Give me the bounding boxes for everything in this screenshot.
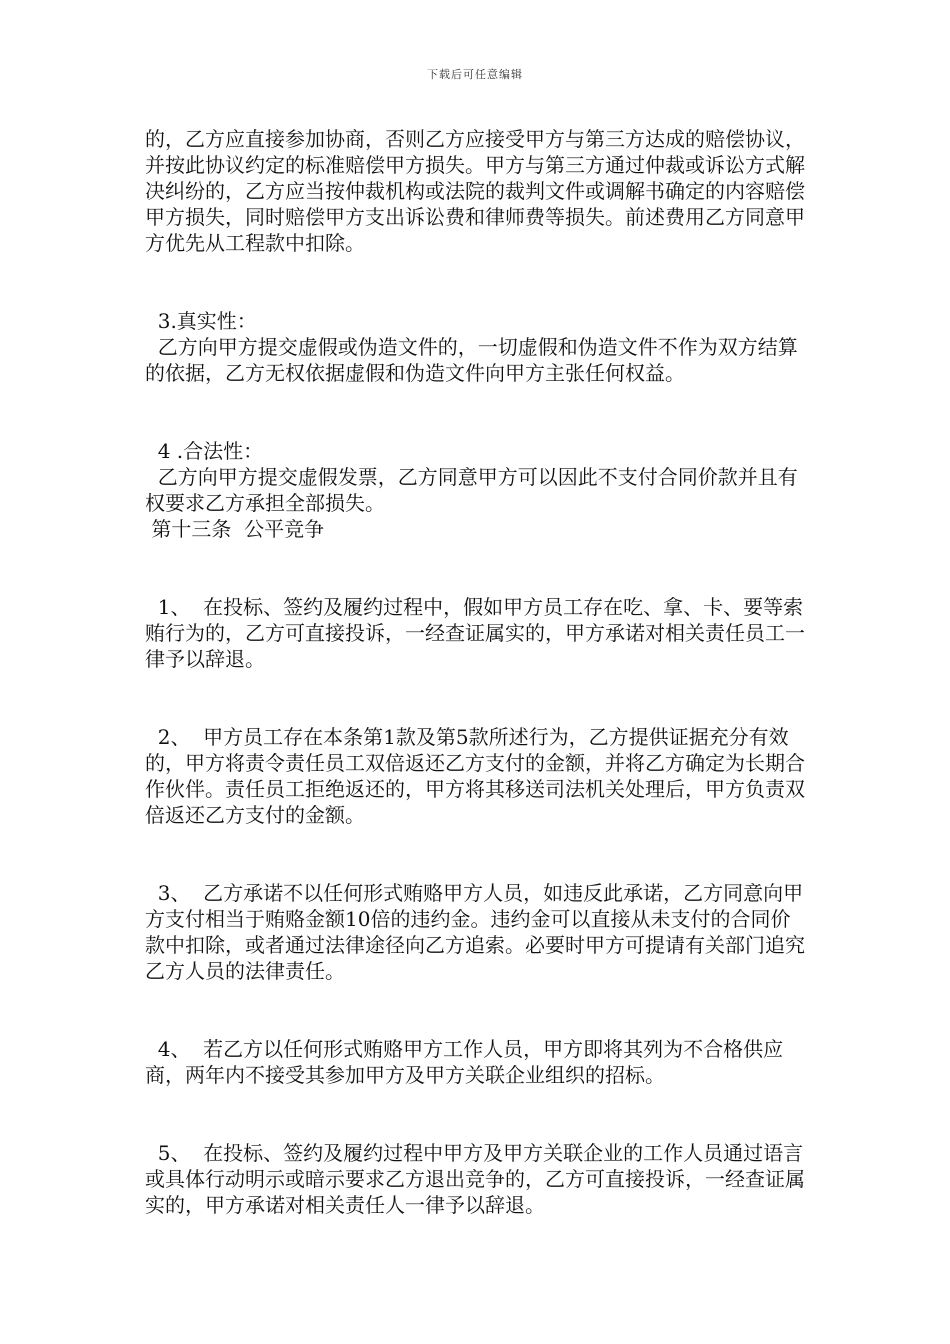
clause-2: 2、 甲方员工存在本条第1款及第5款所述行为，乙方提供证据充分有效的，甲方将责令责任员工双倍返还乙方支付的金额，并将乙方确定为长期合作伙伴。责任员工拒绝返还的，甲方将其移送司法机关处理后，甲方负责双倍返还乙方支付的金额。 bbox=[145, 725, 805, 827]
page-header: 下载后可任意编辑 bbox=[427, 68, 523, 81]
paragraph-legality: 乙方向甲方提交虚假发票，乙方同意甲方可以因此不支付合同价款并且有权要求乙方承担全部损失。 bbox=[145, 465, 798, 515]
paragraph-authenticity: 乙方向甲方提交虚假或伪造文件的，一切虚假和伪造文件不作为双方结算的依据，乙方无权依据虚假和伪造文件向甲方主张任何权益。 bbox=[145, 335, 798, 385]
clause-4: 4、 若乙方以任何形式贿赂甲方工作人员，甲方即将其列为不合格供应商，两年内不接受其参加甲方及甲方关联企业组织的招标。 bbox=[145, 1037, 784, 1087]
clause-1: 1、 在投标、签约及履约过程中，假如甲方员工存在吃、拿、卡、要等索贿行为的，乙方可直接投诉，一经查证属实的，甲方承诺对相关责任员工一律予以辞退。 bbox=[145, 595, 805, 671]
paragraph-compensation: 的，乙方应直接参加协商，否则乙方应接受甲方与第三方达成的赔偿协议，并按此协议约定的标准赔偿甲方损失。甲方与第三方通过仲裁或诉讼方式解决纠纷的，乙方应当按仲裁机构或法院的裁判文件或调解书确定的内容赔偿甲方损失，同时赔偿甲方支出诉讼费和律师费等损失。前述费用乙方同意甲方优先从工程款中扣除。 bbox=[145, 127, 805, 255]
heading-legality: 4 .合法性： bbox=[145, 439, 264, 463]
document-body bbox=[145, 126, 810, 1218]
clause-3: 3、 乙方承诺不以任何形式贿赂甲方人员，如违反此承诺，乙方同意向甲方支付相当于贿赂金额10倍的违约金。违约金可以直接从未支付的合同价款中扣除，或者通过法律途径向乙方追索。必要时甲方可提请有关部门追究乙方人员的法律责任。 bbox=[145, 881, 805, 983]
clause-5: 5、 在投标、签约及履约过程中甲方及甲方关联企业的工作人员通过语言或具体行动明示或暗示要求乙方退出竞争的，乙方可直接投诉，一经查证属实的，甲方承诺对相关责任人一律予以辞退。 bbox=[145, 1141, 805, 1217]
heading-authenticity: 3.真实性： bbox=[145, 309, 257, 333]
article-title-fair-competition: 第十三条 公平竞争 bbox=[145, 517, 325, 541]
